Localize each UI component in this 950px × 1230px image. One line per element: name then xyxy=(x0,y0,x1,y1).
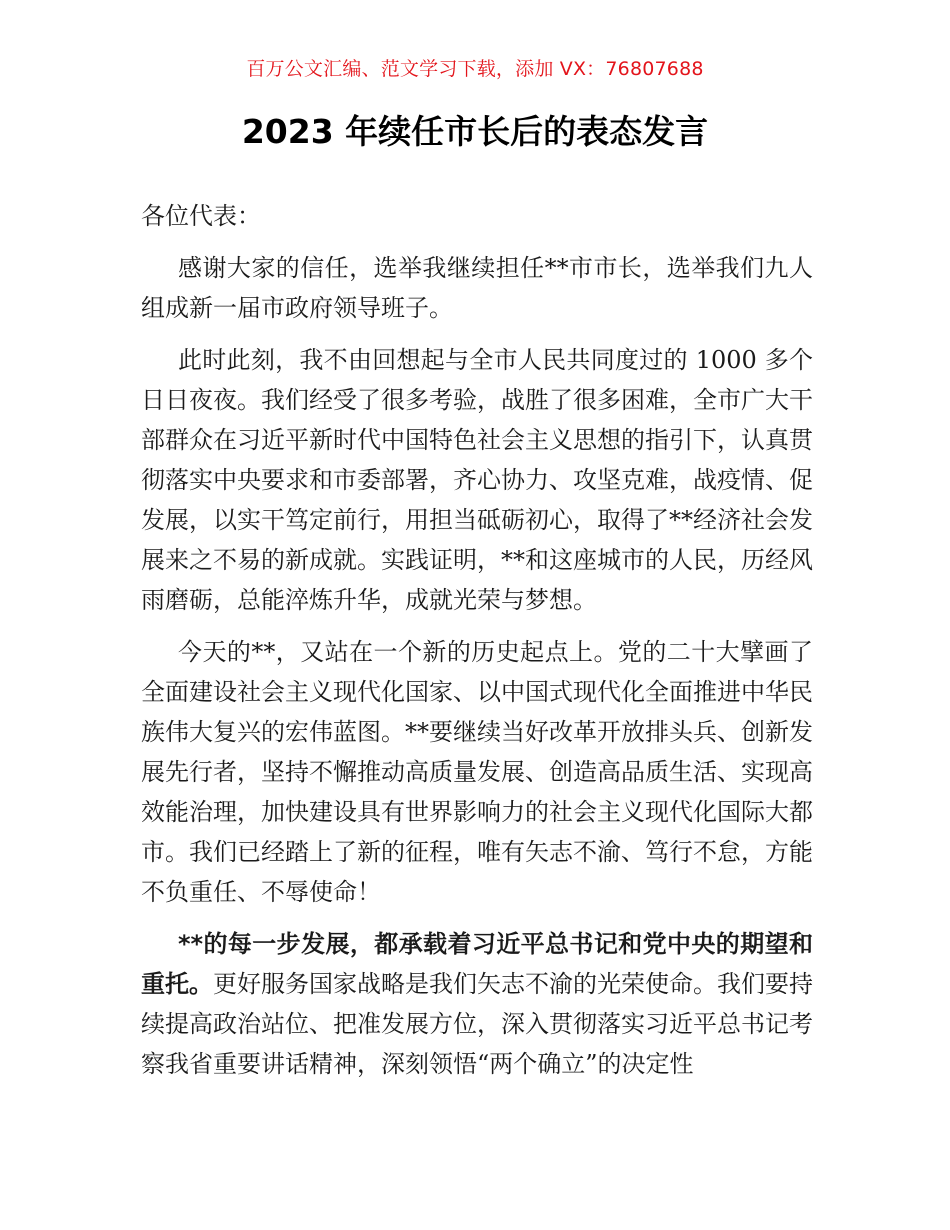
salutation: 各位代表： xyxy=(141,202,261,230)
paragraph-4-bold-lead: **的每一步发展，都承载着习近平总书记和党中央的期望和重托。 xyxy=(141,930,813,998)
document-body xyxy=(141,196,813,1096)
promo-banner: 百万公文汇编、范文学习下载，添加 VX：76807688 xyxy=(246,58,704,80)
paragraph-1: 感谢大家的信任，选举我继续担任**市市长，选举我们九人组成新一届市政府领导班子。 xyxy=(141,254,813,322)
document-title: 2023 年续任市长后的表态发言 xyxy=(241,112,709,151)
paragraph-4-text: 更好服务国家战略是我们矢志不渝的光荣使命。我们要持续提高政治站位、把准发展方位，深入贯彻落实习近平总书记考察我省重要讲话精神，深刻领悟“两个确立”的决定性 xyxy=(141,970,813,1078)
paragraph-2: 此时此刻，我不由回想起与全市人民共同度过的 1000 多个日日夜夜。我们经受了很多考验，战胜了很多困难，全市广大干部群众在习近平新时代中国特色社会主义思想的指引下，认真贯彻落实中央要求和市委部署，齐心协力、攻坚克难，战疫情、促发展，以实干笃定前行，用担当砥砺初心，取得了**经济社会发展来之不易的新成就。实践证明，**和这座城市的人民，历经风雨磨砺，总能淬炼升华，成就光荣与梦想。 xyxy=(141,346,813,614)
paragraph-4 xyxy=(141,924,813,1084)
paragraph-3: 今天的**，又站在一个新的历史起点上。党的二十大擘画了全面建设社会主义现代化国家、以中国式现代化全面推进中华民族伟大复兴的宏伟蓝图。**要继续当好改革开放排头兵、创新发展先行者，坚持不懈推动高质量发展、创造高品质生活、实现高效能治理，加快建设具有世界影响力的社会主义现代化国际大都市。我们已经踏上了新的征程，唯有矢志不渝、笃行不怠，方能不负重任、不辱使命！ xyxy=(141,638,813,906)
